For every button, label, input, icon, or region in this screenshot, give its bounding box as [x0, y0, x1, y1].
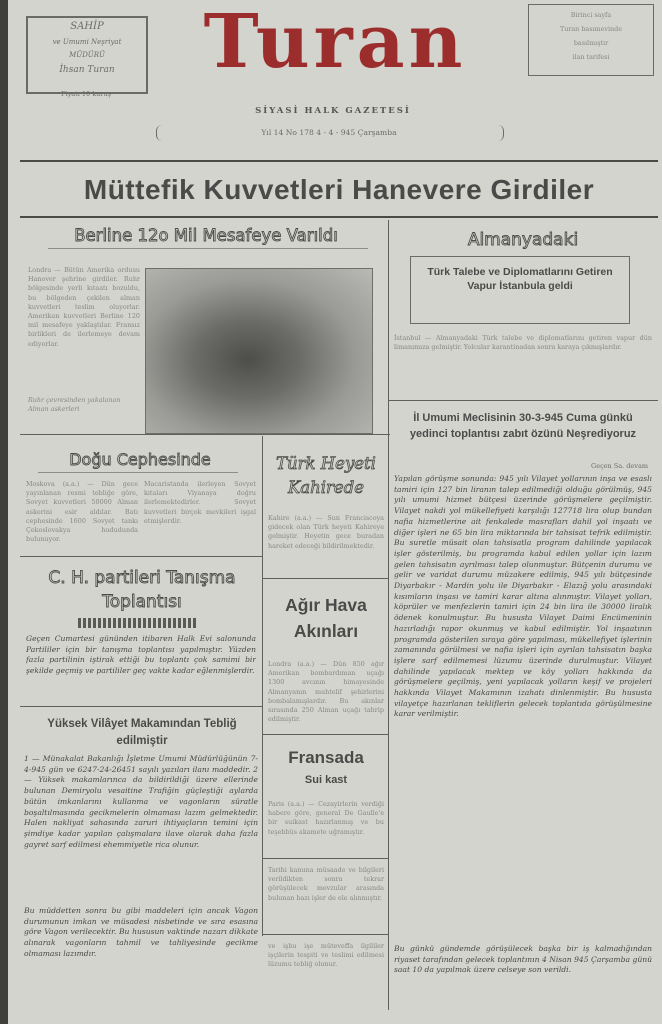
ear-line-3: basılmıştır — [573, 39, 609, 47]
meclis-body: Yapılan görüşme sonunda: 945 yılı Vilayet yollarının inşa ve esaslı tamiri için 127 bin liranın talep edilmediği olduğu görülmüş, 945 yılı umumi hizmet bütçesi üzerinde görüşmelere geçilmiştir. Vilayet nakdi yol mükellefiyeti karşılığı 127718 lira olup bundan nafia hizmetlerine ait fenkalede masrafları dahil yol inşaatı ve diğer işleri ne 65 bin lira miktarında bir tahsisat tefrik edilmiştir. Bu suretle müsait olan tahsisatla program dahilinde yapılacak işler gösterilmiş, bu programda kabul edilen yollar için lazım gelen tahsisatın ayrılması talep olunmuştur. Bütçenin durumu ve gelir ve varidat durumu müzakere edilmiş, 945 yılı bütçesinde Diyarbakır - Mardin yolu ile Diyarbakır - Elazığ yolu arasındaki kısımların inşası ve tamiri karar altına alınmıştır. Vilayet yolları, köprüler ve menfezlerin tamiri için 24 bin lira ile 30000 liralık ödenek konulmuştur. Bu hususta Vilayet Daimi Encümeninin hazırladığı rapor okunmuş ve kabul edilmiştir. Yol inşaatının programda gösterilen sıraya göre yapılması, mükellefiyet işlerinin zamanında görülmesi ve nafia işleri için ayrılan tahsisatın başka işlere sarf edilmemesi lüzumu üzerinde durulmuştur. Vilayet dahilinde yapılacak mektep ve köy yolları hakkında da görüşmelere geçilmiş, yeni yapılacak yolların keşif ve projeleri hakkında Vilayet Makamının izahatı dinlenmiştir. Bu hususta vilayetçe hazırlanan tekliflerin gelecek toplantıda görüşülmesine karar verilmiştir. — [394, 474, 652, 719]
snippet-b: ve işbu işe müteveffa ilgililer işçilerin tespiti ve teslimi edilmesi lüzumu tebliğ olunur. — [268, 942, 384, 969]
row-rule-3 — [262, 578, 388, 579]
owner-box — [26, 16, 148, 94]
column-rule-main — [388, 400, 389, 1010]
newspaper-page — [8, 0, 662, 1024]
ear-box — [528, 4, 654, 76]
almanya-body: İstanbul — Almanyadaki Türk talebe ve diplomatlarını getiren vapur dün limanımıza gelmiştir. Yolcular karantinadan sonra karaya çıkmışlardır. — [394, 334, 652, 352]
berlin-title-rule — [48, 248, 368, 249]
fransa-title: Fransada — [288, 748, 364, 767]
almanya-bottom-rule — [388, 400, 658, 401]
ear-line-4: ilan tarifesi — [572, 53, 610, 61]
price-label: Fiyatı 10 kuruş — [61, 90, 111, 98]
ear-line-1: Birinci sayfa — [570, 11, 612, 19]
war-photo — [145, 268, 373, 434]
agir-hava-title: Ağır Hava Akınları — [285, 595, 367, 641]
almanya-subtitle-box — [410, 256, 630, 324]
owner-name: İhsan Turan — [59, 65, 115, 75]
dogu-title-rule — [38, 472, 238, 473]
row-rule-5 — [262, 734, 388, 735]
almanya-subtitle: Türk Talebe ve Diplomatlarını Getiren Vapur İstanbula geldi — [427, 266, 613, 292]
snippet-a: Tarihi kanuna müsaade ve bilgileri verildikten sonra tekrar görüşülecek mevzular arasında bulunan bazı işler de ele alınmıştır. — [268, 866, 384, 902]
row-rule-6 — [262, 858, 388, 859]
column-rule-mid — [262, 436, 263, 936]
row-rule-2 — [20, 556, 262, 557]
vilayet-body: 1 — Münakalat Bakanlığı İşletme Umumi Müdürlüğünün 7-4-945 gün ve 6247-24-26451 sayılı yazıları ilanı maddedir. 2 — Yüksek makamlarınca da bildirildiği üzere ellerinde bulunan Demiryolu vesaitine Trafiğin güçleştiği aylarda bütün imkanlarını kullanma ve vagonların süratle boşaltılmasında gecikmelerin olmaması lazım gelmektedir. Halen nakliyat sahasında zaruri ihtiyaçların temini için şimdiye kadar yapılan çalışmalara ilave olarak daha fazla gayret sarf edilmesi ehemmiyetle rica olunur. — [24, 754, 258, 849]
ch-title: C. H. partileri Tanışma Toplantısı — [48, 568, 236, 612]
ear-line-2: Turan basımevinde — [559, 25, 623, 33]
dogu-body-col1: Moskova (a.a.) — Dün gece yayınlanan resmi tebliğe göre, Sovyet kuvvetleri 50000 Alman askerini esir aldılar. Batı cephesinde 1600 Sovyet tankı Çekoslovakya hududunda bulunuyor. — [26, 480, 138, 544]
owner-role: ve Umumi Neşriyat — [52, 38, 122, 46]
agir-hava-body: Londra (a.a.) — Dün 850 ağır Amerikan bombardıman uçağı 1300 avcının himayesinde Almanyanın muhtelif şehirlerini bombalamışlardır. Bu akınlar sırasında 250 Alman uçağı tahrip edilmiştir. — [268, 660, 384, 724]
turk-heyeti-title: Türk Heyeti Kahirede — [276, 454, 376, 497]
row-rule-4 — [20, 706, 262, 707]
vilayet-body-2: Bu müddetten sonra bu gibi maddeleri için ancak Vagon durumunun imkan ve müsadesi nisbetinde ve sıra esasına göre Vagon verilecektir. Bu hususun vaktinde nazarı dikkate alınarak vagonların tahmil ve tahliyesinde gecikme olmaması lazımdır. — [24, 906, 258, 958]
issue-line: Yıl 14 No 178 4 - 4 - 945 Çarşamba — [261, 128, 397, 137]
ch-body: Geçen Cumartesi gününden itibaren Halk Evi salonunda Partililer için bir tanışma toplantısı yapılmıştır. Yüzden fazla partilinin iştirak ettiği bu toplantı çok samimi bir şekilde geçmiş ve partililer geç vakte kadar eğlenmişlerdir. — [26, 634, 256, 676]
berlin-title: Berline 12o Mil Mesafeye Varıldı — [74, 226, 338, 245]
dogu-body-col2: Macaristanda ilerleyen Sovyet kıtaları Viyanaya doğru ilerlemektedirler. Sovyet kuvvetleri birçok mevkileri işgal etmişlerdir. — [144, 480, 256, 525]
main-headline: Müttefik Kuvvetleri Hanevere Girdiler — [83, 174, 595, 205]
row-rule-7 — [262, 934, 388, 935]
meclis-lead: Geçen Sa. devam — [591, 462, 648, 470]
masthead-rule — [20, 160, 658, 162]
headline-rule — [20, 216, 658, 218]
masthead-subtitle: SİYASİ HALK GAZETESİ — [255, 106, 411, 116]
owner-role-2: MÜDÜRÜ — [69, 51, 105, 59]
masthead-title: Turan — [203, 0, 467, 85]
berlin-caption: Ruhr çevresinden yakalanan Alman askerleri — [28, 396, 121, 414]
fransa-body: Paris (a.a.) — Cezayirlerin verdiği habere göre, general De Gaulle'e bir suikast hazırlanmış ve bu teşebbüs akamete uğramıştır. — [268, 800, 384, 836]
dogu-title: Doğu Cephesinde — [69, 450, 211, 469]
almanya-title: Almanyadaki — [467, 230, 579, 250]
owner-label: SAHİP — [70, 21, 104, 32]
meclis-title: İl Umumi Meclisinin 30-3-945 Cuma günkü yedinci toplantısı zabıt özünü Neşrediyoruz — [409, 412, 637, 440]
fransa-subtitle: Sui kast — [304, 774, 348, 786]
vilayet-title: Yüksek Vilâyet Makamından Tebliğ edilmiştir — [47, 718, 237, 747]
ch-ornament — [78, 618, 198, 628]
berlin-body: Londra — Bütün Amerika ordusu Hanover şehrine girdiler. Ruhr bölgesinde yerli kıtaatı bozuldu, bu bölgeden çekilen alman kuvvetleri teslim oluyorlar. Amerikan kuvvetleri Berline 120 mil mesafeye yaklaştılar. Fransız birlikleri de ilerlemeye devam ediyorlar. — [28, 266, 140, 348]
row-rule-1 — [20, 434, 390, 435]
column-rule-top — [388, 220, 389, 430]
meclis-closing: Bu günkü gündemde görüşülecek başka bir iş kalmadığından riyaset tarafından gelecek toplantının 4 Nisan 945 Çarşamba günü saat 10 da yapılmak üzere celseye son verildi. — [394, 944, 652, 975]
turk-heyeti-body: Kahire (a.a.) — Sun Franciscoya gidecek olan Türk heyeti Kahireye gelmiştir. Heyetin gece buradan hareket edeceği bildirilmektedir. — [268, 514, 384, 550]
